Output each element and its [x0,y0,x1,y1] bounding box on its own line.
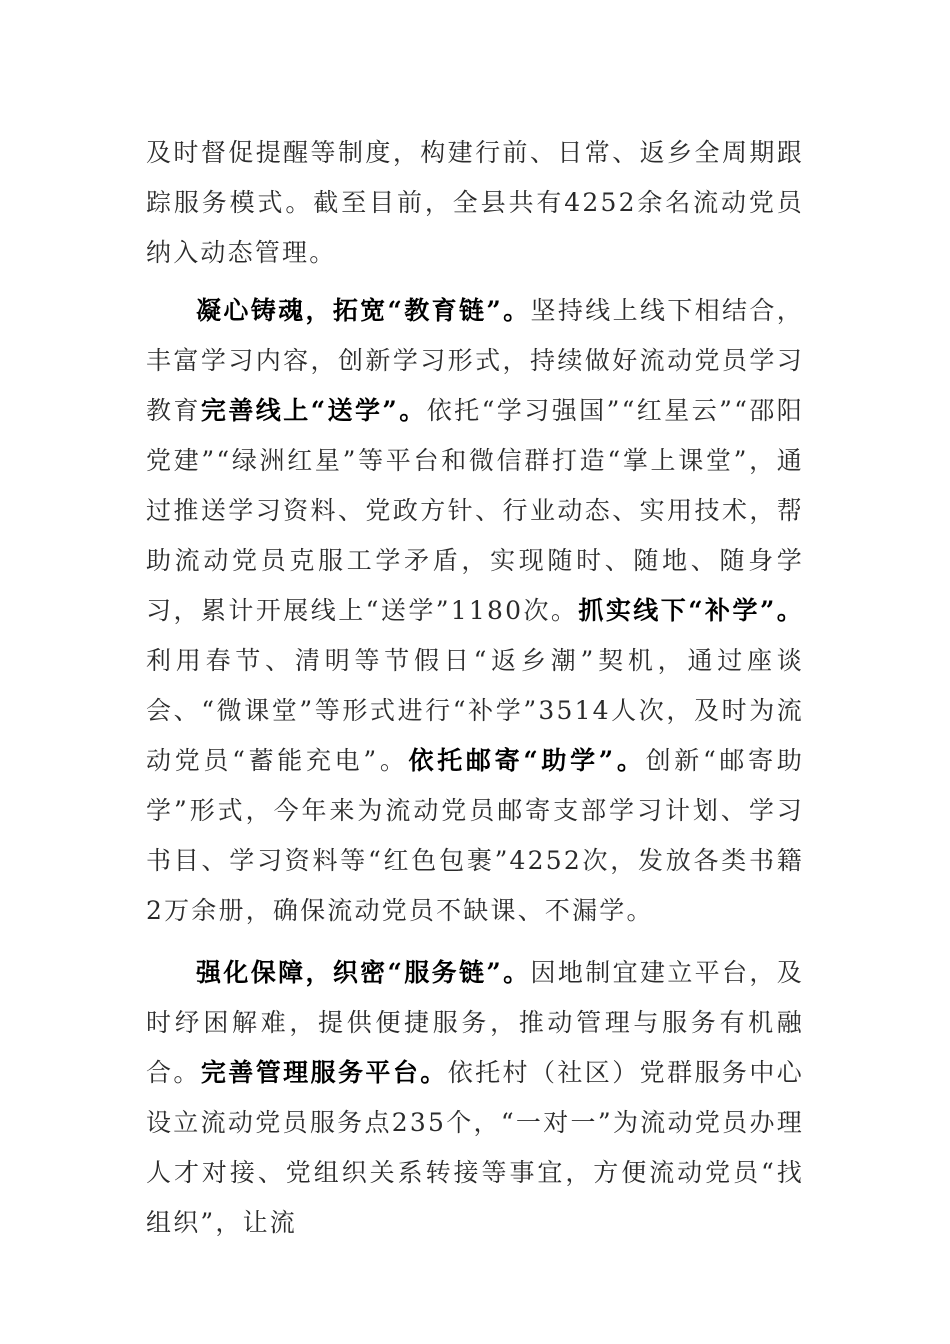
paragraph-3 [146,948,804,1248]
text-run: 及时督促提醒等制度，构建行前、日常、返乡全周期跟踪服务模式。截至目前，全县共有4252余名流动党员纳入动态管理。 [146,138,804,267]
heading-run: 完善管理服务平台。 [200,1058,448,1087]
paragraph-2 [146,286,804,936]
paragraph-1 [146,128,804,278]
heading-run: 强化保障，织密“服务链”。 [196,958,531,987]
heading-run: 凝心铸魂，拓宽“教育链”。 [196,296,531,325]
text-run: 因地制宜建立平台，及时纾困解难，提供便捷服务，推动管理与服务有机融合。 [146,958,804,1087]
text-run: 依托村（社区）党群服务中心设立流动党员服务点235个，“一对一”为流动党员办理人才对接、党组织关系转接等事宜，方便流动党员“找组织”，让流 [146,1058,804,1237]
text-run: 利用春节、清明等节假日“返乡潮”契机，通过座谈会、“微课堂”等形式进行“补学”3514人次，及时为流动党员“蓄能充电”。 [146,646,804,775]
text-run: 坚持线上线下相结合，丰富学习内容，创新学习形式，持续做好流动党员学习教育 [146,296,804,425]
heading-run: 依托邮寄“助学”。 [408,746,646,775]
text-run: 依托“学习强国”“红星云”“邵阳党建”“绿洲红星”等平台和微信群打造“掌上课堂”，通过推送学习资料、党政方针、行业动态、实用技术，帮助流动党员克服工学矛盾，实现随时、随地、随身学习，累计开展线上“送学”1180次。 [146,396,805,625]
heading-run: 抓实线下“补学”。 [578,596,804,625]
text-run: 创新“邮寄助学”形式，今年来为流动党员邮寄支部学习计划、学习书目、学习资料等“红色包裹”4252次，发放各类书籍2万余册，确保流动党员不缺课、不漏学。 [146,746,805,925]
heading-run: 完善线上“送学”。 [200,396,427,425]
document-page [146,128,804,1248]
